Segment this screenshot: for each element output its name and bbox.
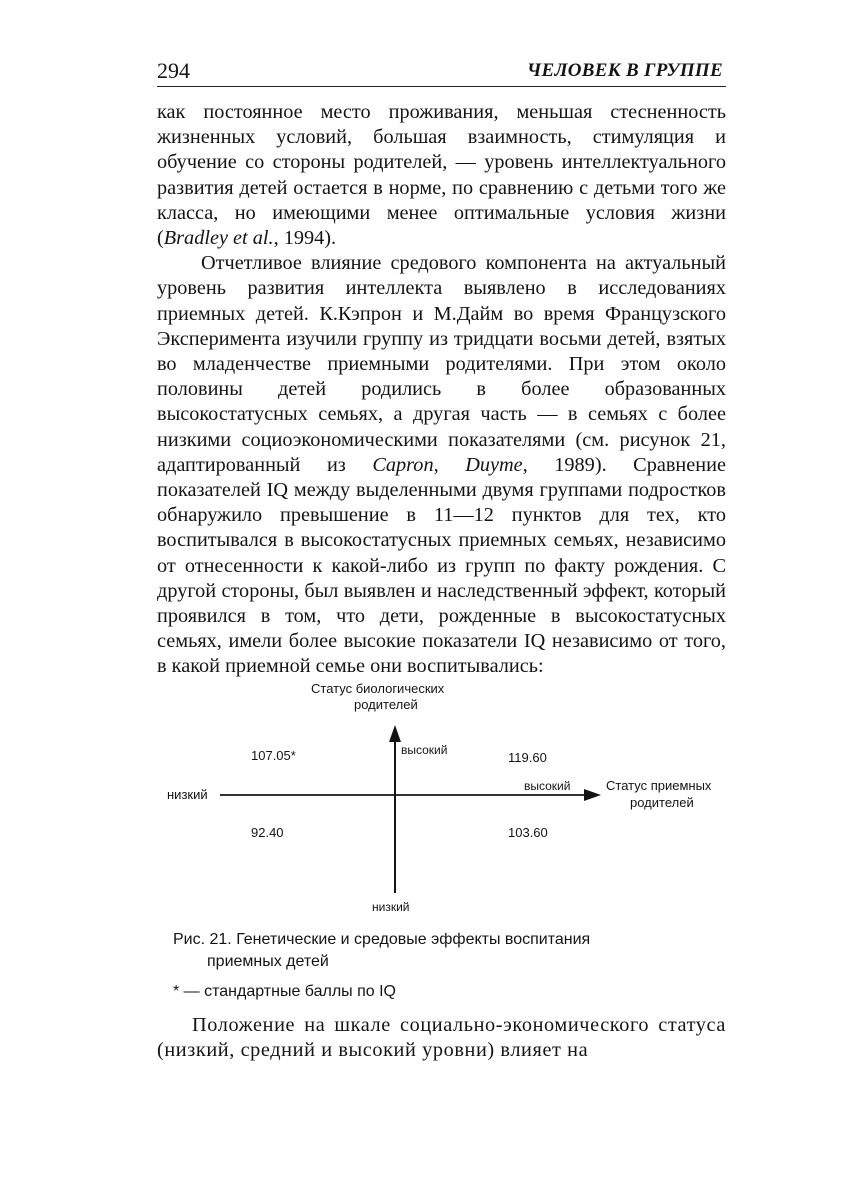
y-axis-low-label: низкий — [372, 900, 410, 914]
y-axis-title-line1: Статус биологических — [311, 681, 445, 696]
running-head: ЧЕЛОВЕК В ГРУППЕ — [526, 60, 723, 81]
y-axis-title-line2: родителей — [354, 697, 418, 712]
citation: Bradley et al. — [163, 227, 274, 250]
caption-line-1: Рис. 21. Генетические и средовые эффекты воспитания — [173, 931, 591, 948]
x-axis-high-label: высокий — [524, 779, 571, 793]
y-axis-high-label: высокий — [401, 743, 448, 757]
header-rule — [157, 86, 726, 87]
x-axis-low-label: низкий — [167, 787, 208, 802]
value-bottom-left: 92.40 — [251, 825, 284, 840]
citation: Capron — [372, 453, 434, 476]
value-bottom-right: 103.60 — [508, 825, 548, 840]
value-top-left: 107.05* — [251, 748, 296, 763]
paragraph-2: Отчетливое влияние средового компонента на актуальный уровень развития интеллекта выявлено в исследованиях приемных детей. К.Кэпрон и М.Дайм во время Французского Эксперимента изучили группу из тридцати восьми детей, взятых во младенчестве приемными родителями. При этом около половины детей родились в более образованных высокостатусных семьях, а другая часть — в семьях с более низкими социоэкономическими показателями (см. рисунок 21, адаптированный из Capron, Duyme, 1989). Сравнение показателей IQ между выделенными двумя группами подростков обнаружило превышение в 11—12 пунктов для тех, кто воспитывался в высокостатусных приемных семьях, независимо от отнесенности к какой-либо из групп по факту рождения. С другой стороны, был выявлен и наследственный эффект, который проявился в том, что дети, рожденные в высокостатусных семьях, имели более высокие показатели IQ независимо от того, в какой приемной семье они воспитывались: — [157, 252, 726, 678]
x-axis-title-line1: Статус приемных — [606, 778, 712, 793]
y-axis-arrow — [389, 725, 401, 742]
paragraph-3: Положение на шкале социально-экономического статуса (низкий, средний и высокий уровни) влияет на — [157, 1014, 726, 1062]
body-text — [157, 100, 726, 680]
figure-caption — [173, 929, 718, 973]
x-axis-arrow — [584, 789, 601, 801]
citation: Duyme — [465, 453, 523, 476]
paragraph-1: как постоянное место проживания, меньшая стесненность жизненных условий, большая взаимность, стимуляция и обучение со стороны родителей, — уровень интеллектуального развития детей остается в норме, по сравнению с детьми того же класса, но имеющими менее оптимальные условия жизни (Bradley et al., 1994). — [157, 101, 726, 250]
caption-line-2: приемных детей — [207, 953, 329, 970]
body-text-continued — [157, 1013, 726, 1063]
x-axis-title-line2: родителей — [630, 795, 694, 810]
value-top-right: 119.60 — [508, 750, 547, 765]
page-number: 294 — [157, 58, 190, 83]
figure-footnote: * — стандартные баллы по IQ — [173, 983, 396, 1000]
